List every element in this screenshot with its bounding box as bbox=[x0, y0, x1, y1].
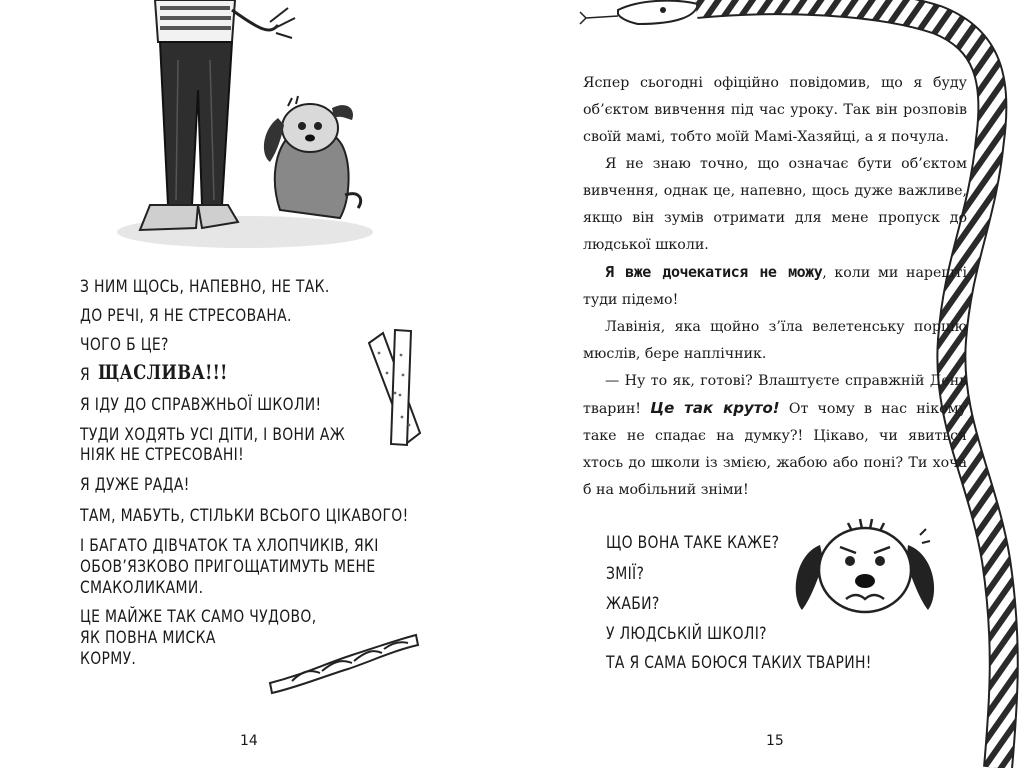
story-text bbox=[583, 70, 967, 504]
left-line-14: ЯК ПОВНА МИСКА bbox=[80, 628, 216, 648]
left-line-1: З НИМ ЩОСЬ, НАПЕВНО, НЕ ТАК. bbox=[80, 277, 330, 297]
paragraph-2: Я не знаю точно, що означає бути об’єктом вивчення, однак це, напевно, щось дуже важливе, якщо він зумів отримати для мене пропуск до людської школи. bbox=[583, 156, 967, 253]
right-line-3: ЖАБИ? bbox=[606, 594, 660, 614]
right-line-4: У ЛЮДСЬКІЙ ШКОЛІ? bbox=[606, 624, 767, 644]
paragraph-4: Лавінія, яка щойно з’їла велетенську порцію мюслів, бере наплічник. bbox=[583, 319, 967, 362]
left-line-9: ТАМ, МАБУТЬ, СТІЛЬКИ ВСЬОГО ЦІКАВОГО! bbox=[80, 506, 409, 526]
left-line-8: Я ДУЖЕ РАДА! bbox=[80, 475, 190, 495]
biscuit-sticks-illustration bbox=[365, 325, 425, 450]
left-line-15: КОРМУ. bbox=[80, 649, 137, 669]
page-number-left: 14 bbox=[240, 733, 258, 749]
left-line-10: І БАГАТО ДІВЧАТОК ТА ХЛОПЧИКІВ, ЯКІ bbox=[80, 536, 379, 556]
worried-dog-illustration bbox=[790, 515, 940, 625]
right-line-5: ТА Я САМА БОЮСЯ ТАКИХ ТВАРИН! bbox=[606, 653, 872, 673]
paragraph-3-rest: , коли ми нарешті туди підемо! bbox=[583, 265, 967, 308]
left-line-7: НІЯК НЕ СТРЕСОВАНІ! bbox=[80, 445, 245, 465]
left-line-13: ЦЕ МАЙЖЕ ТАК САМО ЧУДОВО, bbox=[80, 607, 317, 627]
left-line-3: ЧОГО Б ЦЕ? bbox=[80, 335, 169, 355]
paragraph-3 bbox=[583, 259, 967, 314]
paragraph-5 bbox=[583, 368, 967, 504]
paragraph-1: Яспер сьогодні офіційно повідомив, що я буду об’єктом вивчення під час уроку. Так він розповів своїй мамі, тобто моїй Мамі-Хазяйці, а я почула. bbox=[583, 75, 967, 145]
left-line-4-prefix: Я bbox=[80, 365, 91, 385]
left-line-5: Я ІДУ ДО СПРАВЖНЬОЇ ШКОЛИ! bbox=[80, 395, 322, 415]
left-line-2: ДО РЕЧІ, Я НЕ СТРЕСОВАНА. bbox=[80, 306, 292, 326]
right-line-2: ЗМІЇ? bbox=[606, 564, 645, 584]
right-line-1: ЩО ВОНА ТАКЕ КАЖЕ? bbox=[606, 533, 780, 553]
left-line-4-happy: ЩАСЛИВА!!! bbox=[98, 360, 228, 384]
page-number-right: 15 bbox=[766, 733, 784, 749]
left-line-12: СМАКОЛИКАМИ. bbox=[80, 578, 204, 598]
paragraph-5-start: — Ну то як, готові? Влаштуєте справжній День тварин! bbox=[583, 373, 967, 417]
paragraph-5-emphasis: Це так круто! bbox=[650, 399, 780, 417]
paragraph-3-emphasis: Я вже дочекатися не можу bbox=[605, 263, 823, 281]
boy-and-dog-illustration bbox=[110, 0, 380, 260]
twisted-stick-illustration bbox=[262, 625, 422, 695]
left-line-11: ОБОВ’ЯЗКОВО ПРИГОЩАТИМУТЬ МЕНЕ bbox=[80, 557, 376, 577]
paragraph-5-end: От чому в нас нікому таке не спадає на думку?! Цікаво, чи явиться хтось до школи із змією, жабою або поні? Ти хоча б на мобільний зніми! bbox=[583, 401, 967, 498]
left-line-6: ТУДИ ХОДЯТЬ УСІ ДІТИ, І ВОНИ АЖ bbox=[80, 425, 346, 445]
